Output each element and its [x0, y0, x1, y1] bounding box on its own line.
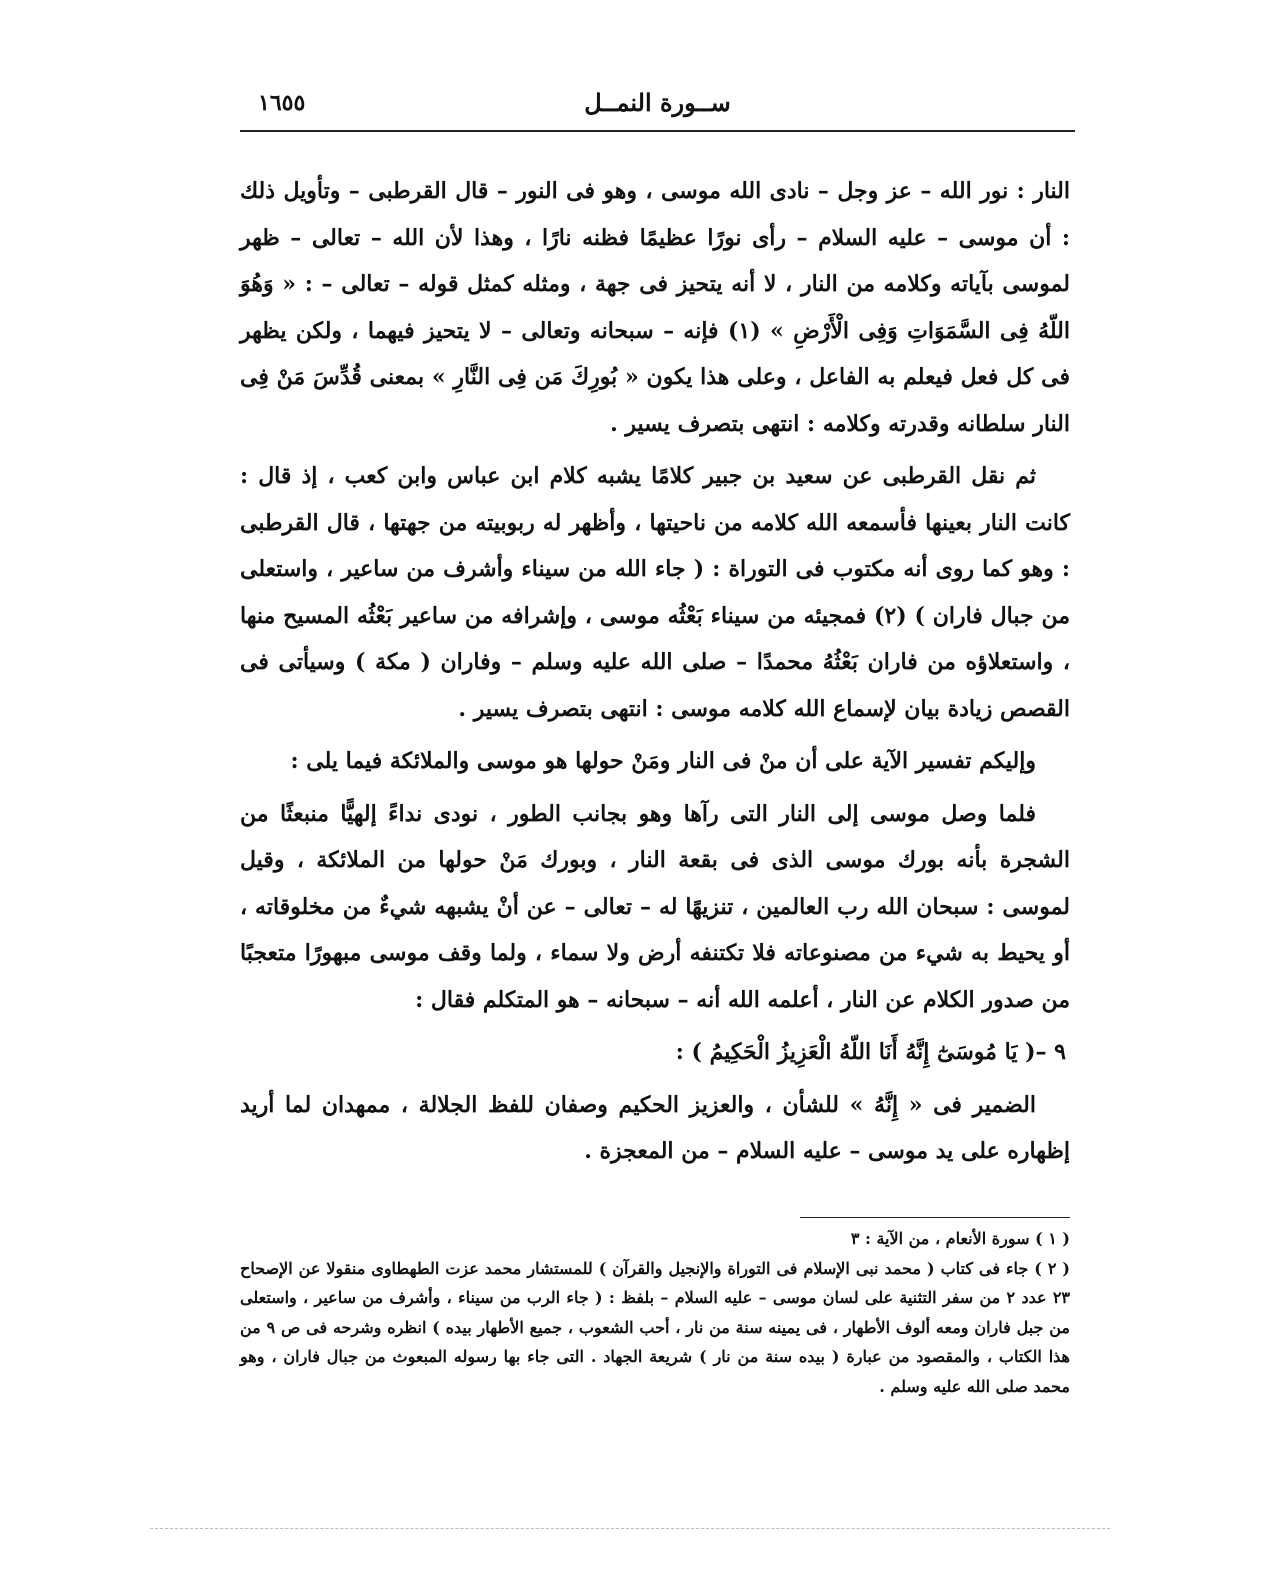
scan-artifact-line: [150, 1528, 1110, 1529]
header-divider: [240, 130, 1075, 132]
running-title: ســورة النمــل: [584, 88, 731, 117]
paragraph: وإليكم تفسير الآية على أن منْ فى النار ومَنْ حولها هو موسى والملائكة فيما يلى :: [290, 748, 1036, 774]
page-header: [240, 88, 1075, 128]
footnote: ( ١ ) سورة الأنعام ، من الآية : ٣: [850, 1229, 1070, 1248]
footnote: ( ٢ ) جاء فى كتاب ( محمد نبى الإسلام فى التوراة والإنجيل والقرآن ) للمستشار محمد عزت الطهطاوى منقولا عن الإصحاح ٢٣ عدد ٢ من سفر التثنية على لسان موسى – عليه السلام – بلفظ : ( جاء الرب من سيناء ، وأشرف من ساعير ، واستعلى من جبل فاران ومعه ألوف الأطهار ، فى يمينه سنة من نار ، أحب الشعوب ، جميع الأطهار بيده ) انظره وشرحه فى ص ٩ من هذا الكتاب ، والمقصود من عبارة ( بيده سنة من نار ) شريعة الجهاد . التى جاء بها رسوله المبعوث من جبال فاران ، وهو محمد صلى الله عليه وسلم .: [240, 1258, 1071, 1396]
page-number: ١٦٥٥: [258, 90, 306, 116]
footnotes: [240, 1224, 1070, 1401]
paragraph: ثم نقل القرطبى عن سعيد بن جبير كلامًا يشبه كلام ابن عباس وابن كعب ، إذ قال : كانت النار بعينها فأسمعه الله كلامه من ناحيتها ، وأظهر له ربوبيته من جهتها ، قال القرطبى : وهو كما روى أنه مكتوب فى التوراة : ( جاء الله من سيناء وأشرف من ساعير ، واستعلى من جبال فاران ) (٢) فمجيئه من سيناء بَعْثُه موسى ، وإشرافه من ساعير بَعْثُه المسيح منها ، واستعلاؤه من فاران بَعْثُهُ محمدًا – صلى الله عليه وسلم – وفاران ( مكة ) وسيأتى فى القصص زيادة بيان لإسماع الله كلامه موسى : انتهى بتصرف يسير .: [240, 463, 1070, 722]
main-text: [240, 168, 1070, 1181]
paragraph: فلما وصل موسى إلى النار التى رآها وهو بجانب الطور ، نودى نداءً إلهيًّا منبعثًا من الشجرة بأنه بورك موسى الذى فى بقعة النار ، وبورك مَنْ حولها من الملائكة ، وقيل لموسى : سبحان الله رب العالمين ، تنزيهًا له – تعالى – عن أنْ يشبهه شيءٌ من مخلوقاته ، أو يحيط به شيء من مصنوعاته فلا تكتنفه أرض ولا سماء ، ولما وقف موسى مبهورًا متعجبًا من صدور الكلام عن النار ، أعلمه الله أنه – سبحانه – هو المتكلم فقال :: [240, 800, 1070, 1013]
paragraph: الضمير فى « إِنَّهُ » للشأن ، والعزيز الحكيم وصفان للفظ الجلالة ، ممهدان لما أريد إظهاره على يد موسى – عليه السلام – من المعجزة .: [240, 1091, 1070, 1164]
footnote-divider: [800, 1217, 1070, 1218]
paragraph: النار : نور الله – عز وجل – نادى الله موسى ، وهو فى النور – قال القرطبى – وتأويل ذلك : أن موسى – عليه السلام – رأى نورًا عظيمًا فظنه نارًا ، وهذا لأن الله – تعالى – ظهر لموسى بآياته وكلامه من النار ، لا أنه يتحيز فى جهة ، ومثله كمثل قوله – تعالى – : « وَهُوَ اللّهُ فِى السَّمَوَاتِ وَفِى الْأَرْضِ » (١) فإنه – سبحانه وتعالى – لا يتحيز فيهما ، ولكن يظهر فى كل فعل فيعلم به الفاعل ، وعلى هذا يكون « بُورِكَ مَن فِى النَّارِ » بمعنى قُدِّسَ مَنْ فِى النار سلطانه وقدرته وكلامه : انتهى بتصرف يسير .: [240, 178, 1070, 437]
verse-heading: ٩ –( يَا مُوسَىٰٓ إِنَّهُ أَنَا اللّهُ الْعَزِيزُ الْحَكِيمُ ) :: [675, 1039, 1066, 1065]
